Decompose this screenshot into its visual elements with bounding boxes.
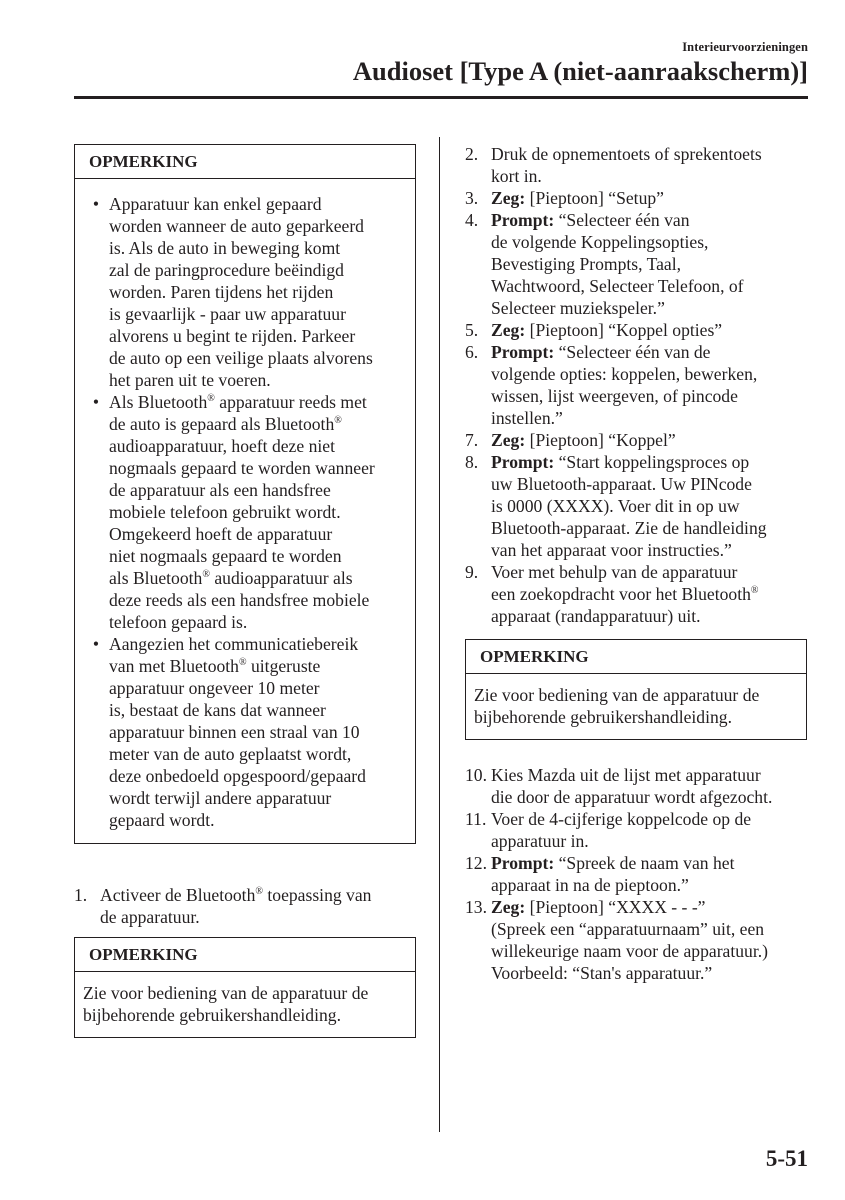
step-item [465, 209, 807, 319]
steps-list [465, 143, 807, 627]
step-text: Activeer de Bluetooth® toepassing van de apparatuur. [100, 885, 372, 927]
step-text [491, 561, 807, 627]
step-number: 4. [465, 210, 479, 230]
section-label: Interieurvoorzieningen [682, 40, 808, 54]
step-body: [Pieptoon] “Setup” [525, 188, 664, 208]
note-heading: OPMERKING [75, 938, 415, 972]
step-text [491, 341, 807, 429]
step-body: “Spreek de naam van het apparaat in na de pieptoon.” [491, 853, 735, 895]
bullet-icon: • [92, 392, 100, 412]
bullet-icon: • [92, 634, 100, 654]
right-column [465, 143, 807, 984]
step-number: 3. [465, 188, 479, 208]
note-box [465, 639, 807, 740]
bullet-text: Als Bluetooth® apparatuur reeds met de auto is gepaard als Bluetooth® audioapparatuur, hoeft deze niet nogmaals gepaard te worden wanneer de apparatuur als een handsfree mobiele telefoon gebruikt wordt. Omgekeerd hoeft de apparatuur niet nogmaals gepaard te worden als Bluetooth® audioapparatuur als deze reeds als een handsfree mobiele telefoon gepaard is. [109, 392, 375, 632]
step-item [465, 764, 807, 808]
step-text [491, 143, 807, 187]
note-body: Zie voor bediening van de apparatuur de bijbehorende gebruikershandleiding. [474, 685, 760, 727]
step-text [491, 451, 807, 561]
step-label: Prompt: [491, 452, 555, 472]
page-title: Audioset [Type A (niet-aanraakscherm)] [352, 56, 808, 86]
step-item [465, 808, 807, 852]
step-item [465, 143, 807, 187]
bullet-text: Aangezien het communicatiebereik van met Bluetooth® uitgeruste apparatuur ongeveer 10 meter is, bestaat de kans dat wanneer apparatuur binnen een straal van 10 meter van de auto geplaatst wordt, deze onbedoeld opgespoord/gepaard wordt terwijl andere apparatuur gepaard wordt. [109, 634, 366, 830]
step-label: Prompt: [491, 342, 555, 362]
step-number: 8. [465, 452, 479, 472]
step-label: Prompt: [491, 210, 555, 230]
steps-list [465, 764, 807, 984]
step-number: 5. [465, 320, 479, 340]
bullet-icon: • [92, 194, 100, 214]
step-item [465, 561, 807, 627]
step-number: 13. [465, 897, 487, 917]
note-heading: OPMERKING [466, 640, 806, 674]
step-number: 6. [465, 342, 479, 362]
step-body: “Start koppelingsproces op uw Bluetooth-apparaat. Uw PINcode is 0000 (XXXX). Voer dit in op uw Bluetooth-apparaat. Zie de handleiding van het apparaat voor instructies.” [491, 452, 767, 560]
step-item [465, 451, 807, 561]
step-body: [Pieptoon] “Koppel” [525, 430, 676, 450]
step-label: Zeg: [491, 897, 526, 917]
step-item [465, 319, 807, 341]
step-item [74, 884, 416, 928]
step-text [491, 429, 807, 451]
page-number: 5-51 [765, 1146, 808, 1171]
step-number: 9. [465, 562, 479, 582]
step-item [465, 187, 807, 209]
step-body: “Selecteer één van de volgende Koppelingsopties, Bevestiging Prompts, Taal, Wachtwoord, Selecteer Telefoon, of Selecteer muziekspeler.” [491, 210, 744, 318]
step-label: Zeg: [491, 430, 526, 450]
step-body: Voer met behulp van de apparatuur een zoekopdracht voor het Bluetooth® apparaat (randapparatuur) uit. [491, 562, 759, 626]
step-body: Kies Mazda uit de lijst met apparatuur die door de apparatuur wordt afgezocht. [491, 765, 773, 807]
step-number: 11. [465, 809, 487, 829]
step-number: 7. [465, 430, 479, 450]
step-item [465, 429, 807, 451]
step-item [465, 852, 807, 896]
step-number: 10. [465, 765, 487, 785]
step-body: [Pieptoon] “XXXX - - -” (Spreek een “apparatuurnaam” uit, een willekeurige naam voor de apparatuur.) Voorbeeld: “Stan's apparatuur.” [491, 897, 768, 983]
step-text [491, 896, 807, 984]
step-text [491, 808, 807, 852]
bullet-item [83, 193, 409, 391]
note-box [74, 937, 416, 1038]
bullet-text: Apparatuur kan enkel gepaard worden wanneer de auto geparkeerd is. Als de auto in beweging komt zal de paringprocedure beëindigd worden. Paren tijdens het rijden is gevaarlijk - paar uw apparatuur alvorens u begint te rijden. Parkeer de auto op een veilige plaats alvorens het paren uit te voeren. [109, 194, 373, 390]
note-heading: OPMERKING [75, 145, 415, 179]
step-item [465, 341, 807, 429]
note-body: Zie voor bediening van de apparatuur de bijbehorende gebruikershandleiding. [83, 983, 369, 1025]
step-label: Zeg: [491, 320, 526, 340]
step-text [491, 852, 807, 896]
step-text [491, 319, 807, 341]
bullet-item [83, 633, 409, 831]
step-label: Zeg: [491, 188, 526, 208]
step-text [491, 209, 807, 319]
column-divider [439, 137, 440, 1132]
step-text [491, 764, 807, 808]
note-body [75, 179, 415, 843]
step-body: “Selecteer één van de volgende opties: koppelen, bewerken, wissen, lijst weergeven, of pincode instellen.” [491, 342, 758, 428]
step-text [491, 187, 807, 209]
step-body: Druk de opnementoets of sprekentoets kort in. [491, 144, 762, 186]
note-box [74, 144, 416, 844]
step-label: Prompt: [491, 853, 555, 873]
title-rule [74, 96, 808, 99]
step-number: 12. [465, 853, 487, 873]
step-item [465, 896, 807, 984]
step-body: [Pieptoon] “Koppel opties” [525, 320, 723, 340]
step-number: 2. [465, 144, 479, 164]
step-body: Voer de 4-cijferige koppelcode op de apparatuur in. [491, 809, 752, 851]
bullet-item [83, 391, 409, 633]
step-number: 1. [74, 885, 88, 905]
left-column [74, 144, 416, 1038]
